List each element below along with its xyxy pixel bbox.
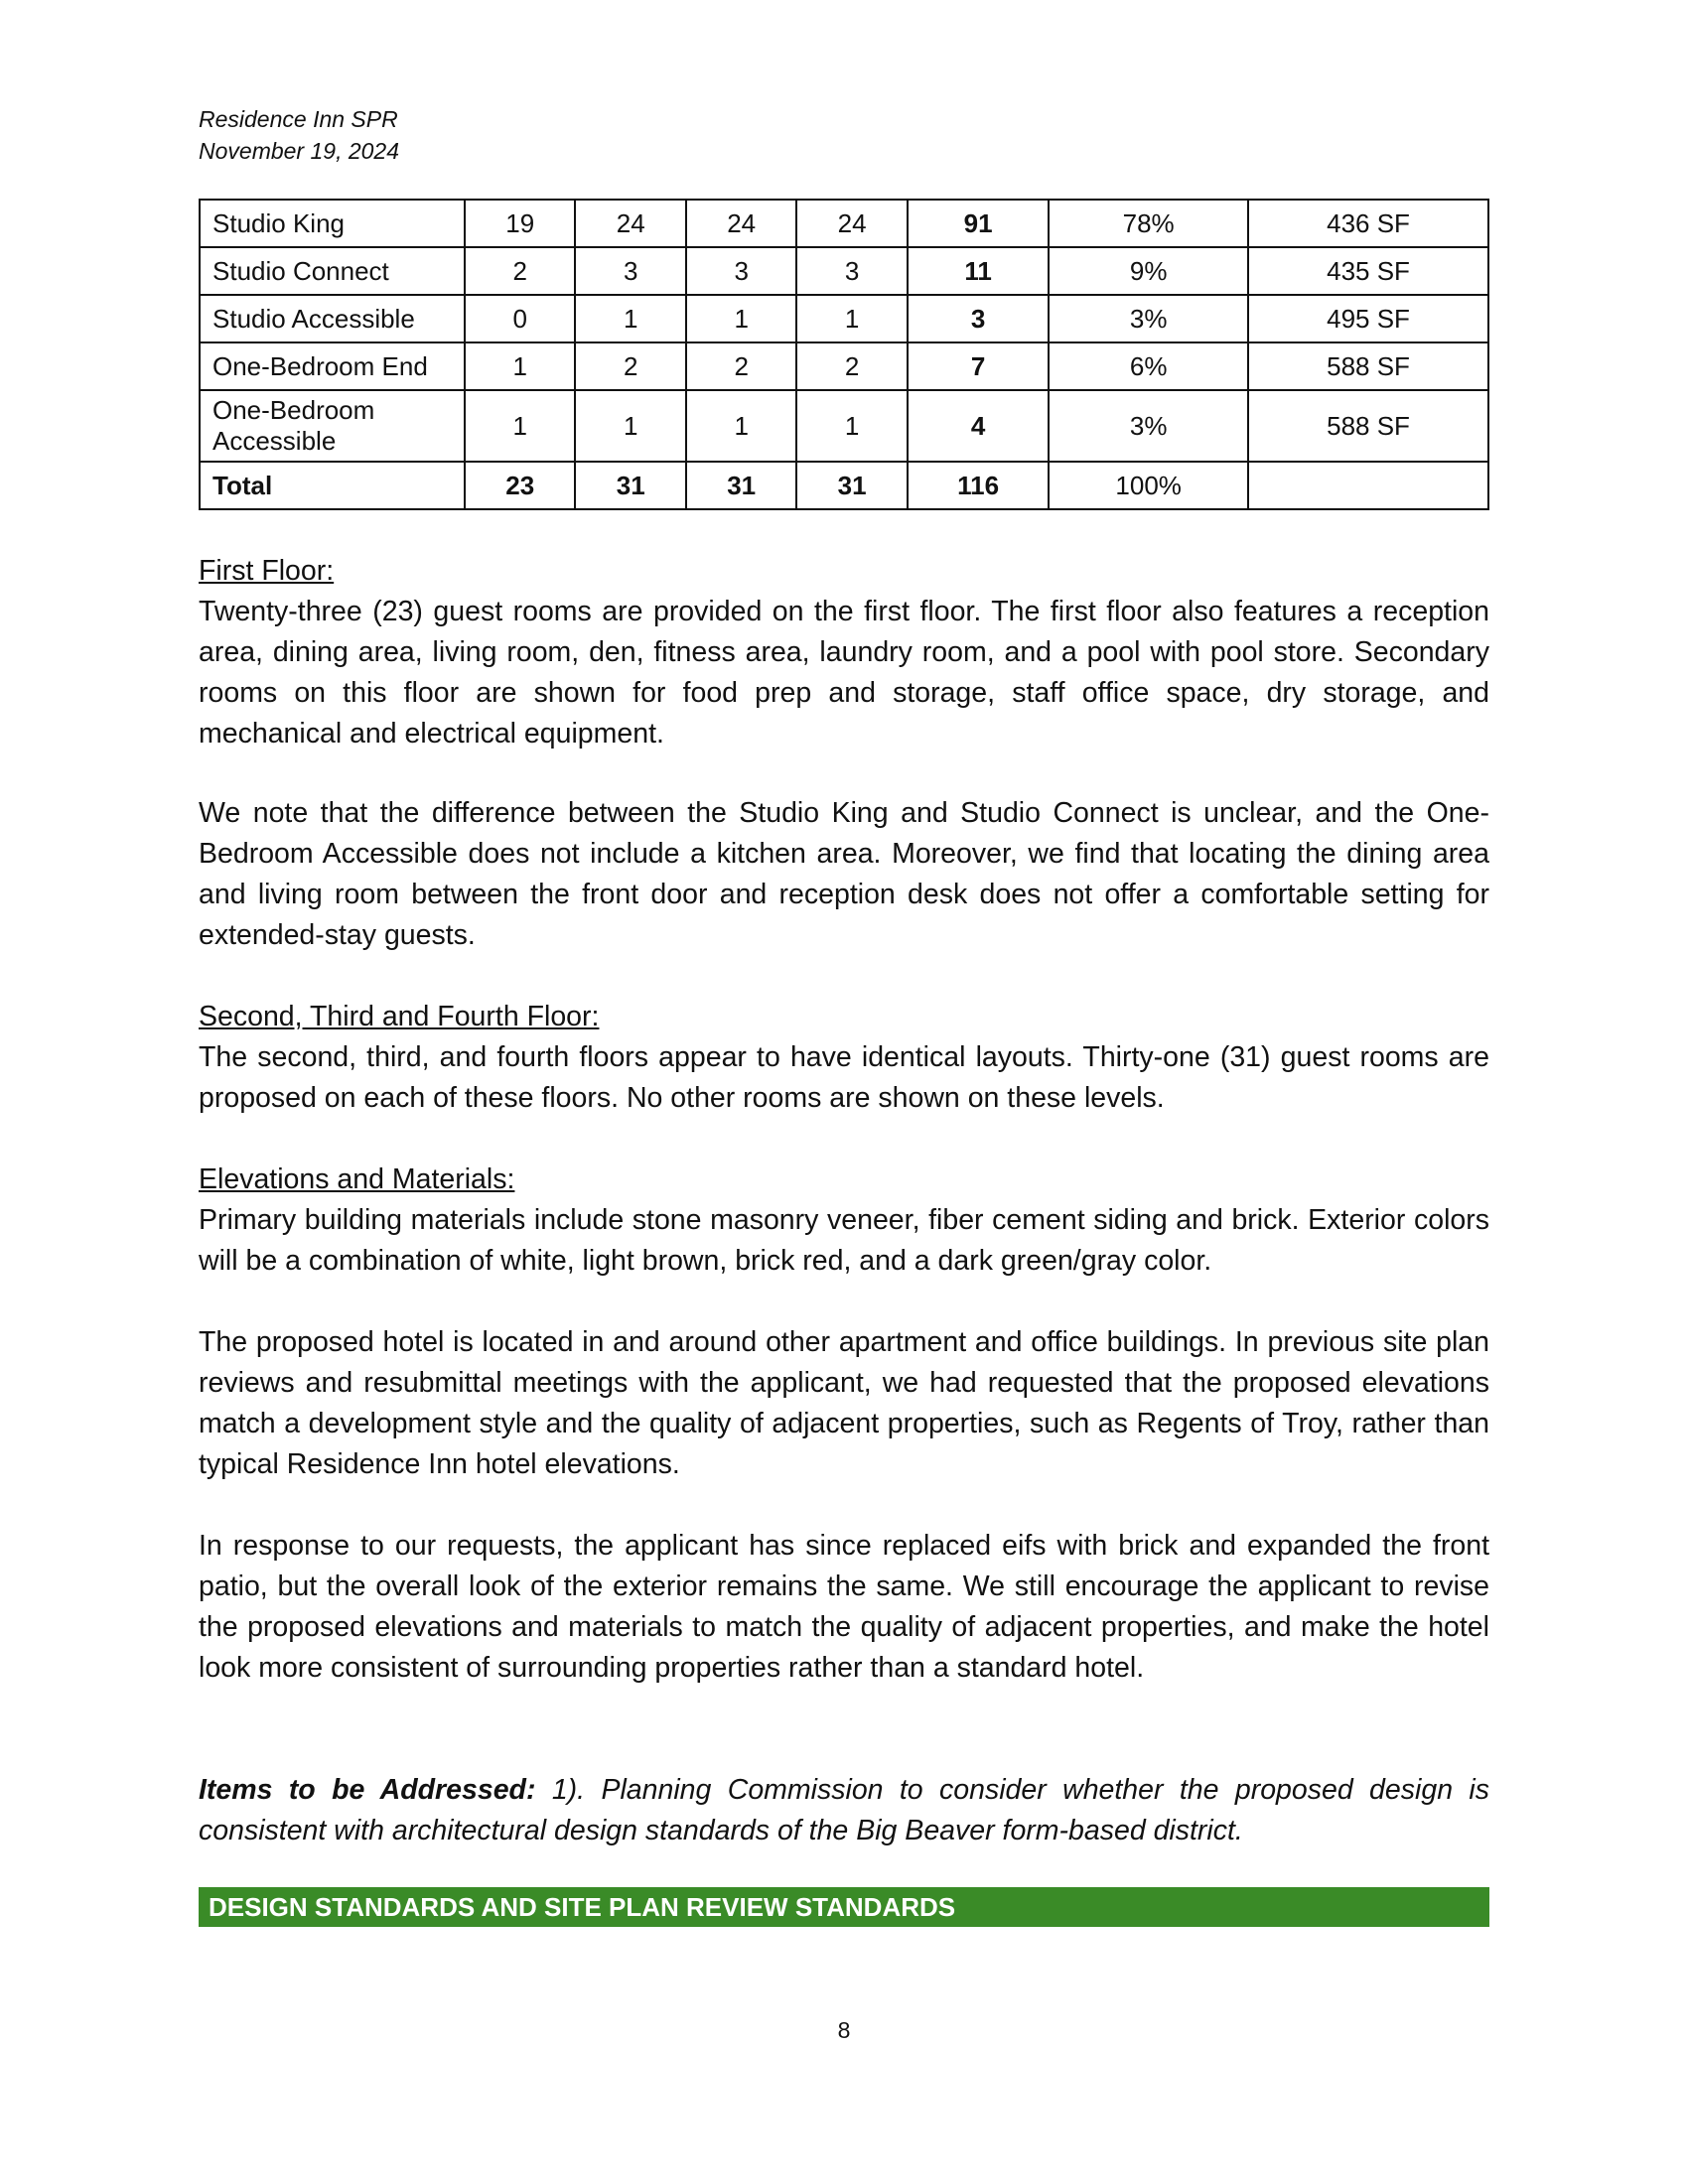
table-row — [200, 390, 1488, 462]
total-count-cell: 116 — [908, 462, 1049, 509]
unit-type-cell: Studio Accessible — [200, 295, 465, 342]
percent-cell: 3% — [1049, 295, 1248, 342]
table-row — [200, 200, 1488, 247]
total-count-cell: 4 — [908, 390, 1049, 462]
section-heading: Elevations and Materials: — [199, 1163, 515, 1195]
page-number: 8 — [837, 2017, 851, 2043]
floor2-count-cell: 1 — [575, 390, 685, 462]
items-to-address — [199, 1770, 1489, 1851]
unit-type-cell: Total — [200, 462, 465, 509]
floor3-count-cell: 24 — [686, 200, 796, 247]
floor1-count-cell: 0 — [465, 295, 575, 342]
floor1-count-cell: 1 — [465, 342, 575, 390]
floor3-count-cell: 2 — [686, 342, 796, 390]
unit-size-cell — [1248, 462, 1488, 509]
unit-type-cell: Studio King — [200, 200, 465, 247]
section-heading: Second, Third and Fourth Floor: — [199, 1001, 600, 1032]
paragraph: Twenty-three (23) guest rooms are provided on the first floor. The first floor also features a reception area, dining area, living room, den, fitness area, laundry room, and a pool with pool store. Secondary rooms on this floor are shown for food prep and storage, staff office space, dry storage, and mechanical and electrical equipment. — [199, 596, 1489, 750]
section-heading: First Floor: — [199, 555, 335, 587]
table-total-row — [200, 462, 1488, 509]
floor2-count-cell: 24 — [575, 200, 685, 247]
floor1-count-cell: 2 — [465, 247, 575, 295]
elevations-response — [199, 1526, 1489, 1689]
percent-cell: 100% — [1049, 462, 1248, 509]
floor2-count-cell: 1 — [575, 295, 685, 342]
first-floor-section — [199, 551, 1489, 754]
floor2-count-cell: 31 — [575, 462, 685, 509]
paragraph: The proposed hotel is located in and around other apartment and office buildings. In previous site plan reviews and resubmittal meetings with the applicant, we had requested that the proposed elevations match a development style and the quality of adjacent properties, such as Regents of Troy, rather than typical Residence Inn hotel elevations. — [199, 1326, 1489, 1480]
unit-type-cell: Studio Connect — [200, 247, 465, 295]
header-date: November 19, 2024 — [199, 138, 400, 164]
total-count-cell: 3 — [908, 295, 1049, 342]
paragraph: Primary building materials include stone masonry veneer, fiber cement siding and brick. Exterior colors will be a combination of white, light brown, brick red, and a dark green/gray color. — [199, 1204, 1489, 1277]
items-label: Items to be Addressed: — [199, 1774, 536, 1806]
floor4-count-cell: 2 — [796, 342, 907, 390]
unit-size-cell: 588 SF — [1248, 390, 1488, 462]
floor2-count-cell: 3 — [575, 247, 685, 295]
first-floor-notes — [199, 793, 1489, 956]
total-count-cell: 11 — [908, 247, 1049, 295]
percent-cell: 6% — [1049, 342, 1248, 390]
floor1-count-cell: 1 — [465, 390, 575, 462]
paragraph: In response to our requests, the applicant has since replaced eifs with brick and expanded the front patio, but the overall look of the exterior remains the same. We still encourage the applicant to revise the proposed elevations and materials to match the quality of adjacent properties, and make the hotel look more consistent of surrounding properties rather than a standard hotel. — [199, 1530, 1489, 1684]
unit-type-cell: One-Bedroom End — [200, 342, 465, 390]
floor4-count-cell: 1 — [796, 295, 907, 342]
unit-size-cell: 435 SF — [1248, 247, 1488, 295]
floor3-count-cell: 1 — [686, 390, 796, 462]
percent-cell: 78% — [1049, 200, 1248, 247]
floor3-count-cell: 31 — [686, 462, 796, 509]
floor4-count-cell: 3 — [796, 247, 907, 295]
header-title: Residence Inn SPR — [199, 106, 398, 132]
floor3-count-cell: 1 — [686, 295, 796, 342]
total-count-cell: 7 — [908, 342, 1049, 390]
floor4-count-cell: 1 — [796, 390, 907, 462]
unit-size-cell: 495 SF — [1248, 295, 1488, 342]
table-row — [200, 295, 1488, 342]
items-text: 1). Planning Commission to consider whether the proposed design is consistent with architectural design standards of the Big Beaver form-based district. — [199, 1774, 1489, 1846]
total-count-cell: 91 — [908, 200, 1049, 247]
unit-type-cell: One-Bedroom Accessible — [200, 390, 465, 462]
floor1-count-cell: 23 — [465, 462, 575, 509]
percent-cell: 3% — [1049, 390, 1248, 462]
paragraph: The second, third, and fourth floors appear to have identical layouts. Thirty-one (31) guest rooms are proposed on each of these floors. No other rooms are shown on these levels. — [199, 1041, 1489, 1114]
floor4-count-cell: 31 — [796, 462, 907, 509]
table-row — [200, 342, 1488, 390]
unit-size-cell: 588 SF — [1248, 342, 1488, 390]
elevations-context — [199, 1322, 1489, 1485]
unit-size-cell: 436 SF — [1248, 200, 1488, 247]
elevations-section — [199, 1160, 1489, 1282]
floor3-count-cell: 3 — [686, 247, 796, 295]
section-banner: DESIGN STANDARDS AND SITE PLAN REVIEW STANDARDS — [199, 1887, 1489, 1927]
floor1-count-cell: 19 — [465, 200, 575, 247]
document-header — [199, 103, 399, 167]
table-row — [200, 247, 1488, 295]
upper-floors-section — [199, 997, 1489, 1119]
floor2-count-cell: 2 — [575, 342, 685, 390]
floor4-count-cell: 24 — [796, 200, 907, 247]
paragraph: We note that the difference between the Studio King and Studio Connect is unclear, and the One-Bedroom Accessible does not include a kitchen area. Moreover, we find that locating the dining area and living room between the front door and reception desk does not offer a comfortable setting for extended-stay guests. — [199, 797, 1489, 951]
percent-cell: 9% — [1049, 247, 1248, 295]
unit-mix-table — [199, 199, 1489, 510]
